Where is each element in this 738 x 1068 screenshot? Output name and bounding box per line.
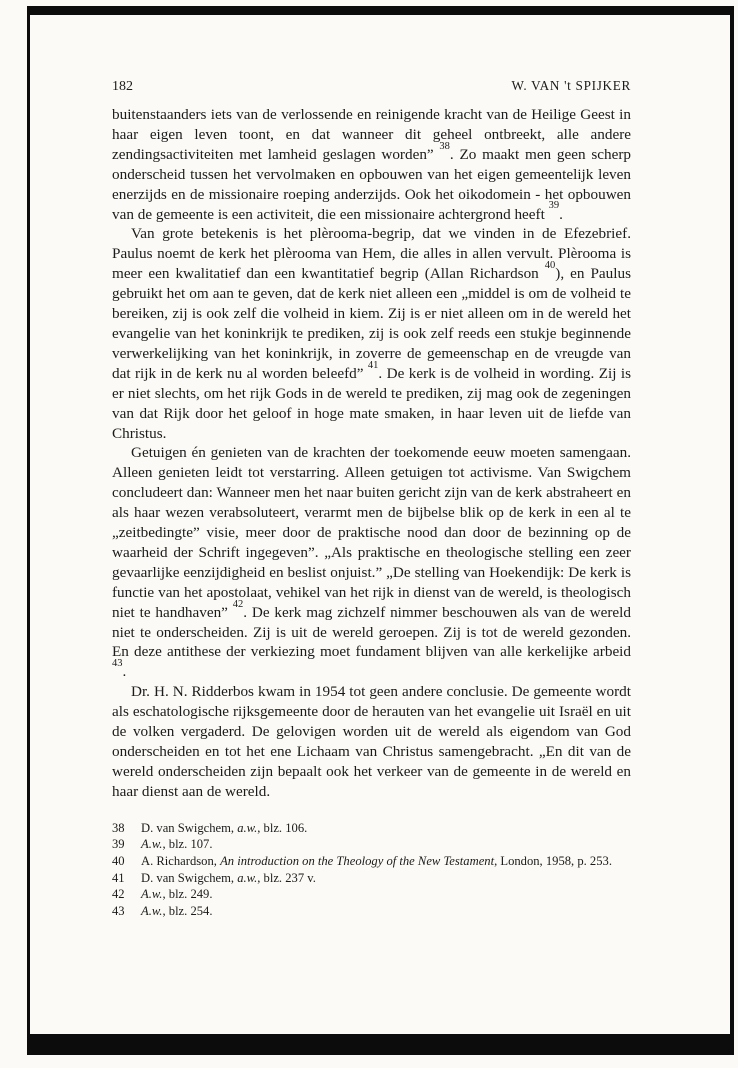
italic-text: a.w. bbox=[237, 820, 258, 835]
running-head: W. VAN 't SPIJKER bbox=[511, 78, 631, 93]
footnote: 39 A.w., blz. 107. bbox=[112, 837, 213, 852]
page-header bbox=[112, 78, 631, 95]
footnote: 40 A. Richardson, An introduction on the Theology of the New Testament, London, 1958, p. 253. bbox=[112, 853, 612, 868]
page-content bbox=[112, 78, 631, 919]
footnote: 38 D. van Swigchem, a.w., blz. 106. bbox=[112, 820, 308, 835]
paragraph: buitenstaanders iets van de verlossende en reinigende kracht van de Heilige Geest in haar eigen leven toont, en dat wanneer dit geheel ontbreekt, alle andere zendingsactiviteiten met lamheid geslagen worden” $^{38}$. Zo maakt men geen scherp onderscheid tussen het vervolmaken en opbouwen van het eigen gemeentelijk leven enerzijds en de missionaire roeping anderzijds. Ook het oikodomein - het opbouwen van de gemeente is een activiteit, die een missionaire achtergrond heeft $^{39}$. bbox=[112, 106, 631, 223]
footnote-ref: 39 bbox=[548, 200, 560, 212]
footnote-ref: 40 bbox=[544, 260, 556, 272]
footnote-number: 39 bbox=[112, 837, 125, 852]
footnote-number: 43 bbox=[112, 903, 125, 918]
footnote-number: 42 bbox=[112, 887, 125, 902]
italic-text: An introduction on the Theology of the New Testament bbox=[220, 853, 495, 868]
footnotes-section bbox=[112, 820, 631, 920]
page-number: 182 bbox=[112, 79, 133, 94]
footnote-number: 41 bbox=[112, 870, 125, 885]
footnote: 41 D. van Swigchem, a.w., blz. 237 v. bbox=[112, 870, 316, 885]
italic-text: A.w. bbox=[141, 887, 163, 902]
italic-text: A.w. bbox=[141, 903, 163, 918]
paragraph: Dr. H. N. Ridderbos kwam in 1954 tot geen andere conclusie. De gemeente wordt als eschatologische rijksgemeente door de herauten van het evangelie uit Israël en uit de volken vergaderd. De gelovigen worden uit de wereld als eigendom van God onderscheiden en tot het ene Lichaam van Christus samengebracht. „En dit van de wereld onderscheiden zijn bepaalt ook het verkeer van de gemeente in de wereld en haar dienst aan de wereld. bbox=[112, 683, 631, 800]
footnote: 43 A.w., blz. 254. bbox=[112, 903, 213, 918]
body-text bbox=[112, 105, 631, 802]
footnote-ref: 43 bbox=[112, 658, 123, 670]
footnote-number: 40 bbox=[112, 853, 125, 868]
footnote-ref: 42 bbox=[232, 598, 244, 610]
paragraph: Getuigen én genieten van de krachten der toekomende eeuw moeten samengaan. Alleen genieten leidt tot verstarring. Alleen getuigen tot activisme. Van Swigchem concludeert dan: Wanneer men het naar buiten gericht zijn van de kerk abstraheert en als haar wezen verabsoluteert, verarmt men de bijbelse blik op de kerk in een al te „zeitbedingte” visie, meer door de praktische nood dan door de bezinning op de waarheid der Schrift ingegeven”. „Als praktische en theologische stelling een zeer gevaarlijke eenzijdigheid en beslist onjuist.” „De stelling van Hoekendijk: De kerk is functie van het apostolaat, vehikel van het rijk in dienst van de wereld, is theologisch niet te handhaven” $^{42}$. De kerk mag zichzelf nimmer beschouwen als van de wereld niet te onderscheiden. Zij is uit de wereld geroepen. Zij is tot de wereld gezonden. En deze antithese der verkiezing moet fundament blijven van alle kerkelijke arbeid $^{43}$. bbox=[112, 444, 631, 681]
footnote-ref: 38 bbox=[439, 140, 450, 152]
italic-text: A.w. bbox=[141, 837, 163, 852]
paragraph: Van grote betekenis is het plèrooma-begrip, dat we vinden in de Efezebrief. Paulus noemt de kerk het plèrooma van Hem, die alles in allen vervult. Plèrooma is meer een kwalitatief dan een kwantitatief begrip (Allan Richardson $^{40}$), en Paulus gebruikt het om aan te geven, dat de kerk niet alleen een „middel is om de volheid te bereiken, zij is ook zelf die volheid in kiem. Zij is er niet alleen om in de wereld het evangelie van het koninkrijk te prediken, zij is ook zelf reeds een stukje beginnende verwerkelijking van het koninkrijk, in zoverre de gemeenschap en de vreugde van dat rijk in de kerk nu al worden beleefd” $^{41}$. De kerk is de volheid in wording. Zij is er niet slechts, om het rijk Gods in de wereld te prediken, zij mag ook de zegeningen van dat Rijk door het geloof in hoge mate smaken, in haar leven uit de liefde van Christus. bbox=[112, 225, 631, 442]
footnote: 42 A.w., blz. 249. bbox=[112, 887, 213, 902]
footnote-number: 38 bbox=[112, 820, 125, 835]
footnote-ref: 41 bbox=[367, 359, 379, 371]
italic-text: a.w. bbox=[237, 870, 258, 885]
